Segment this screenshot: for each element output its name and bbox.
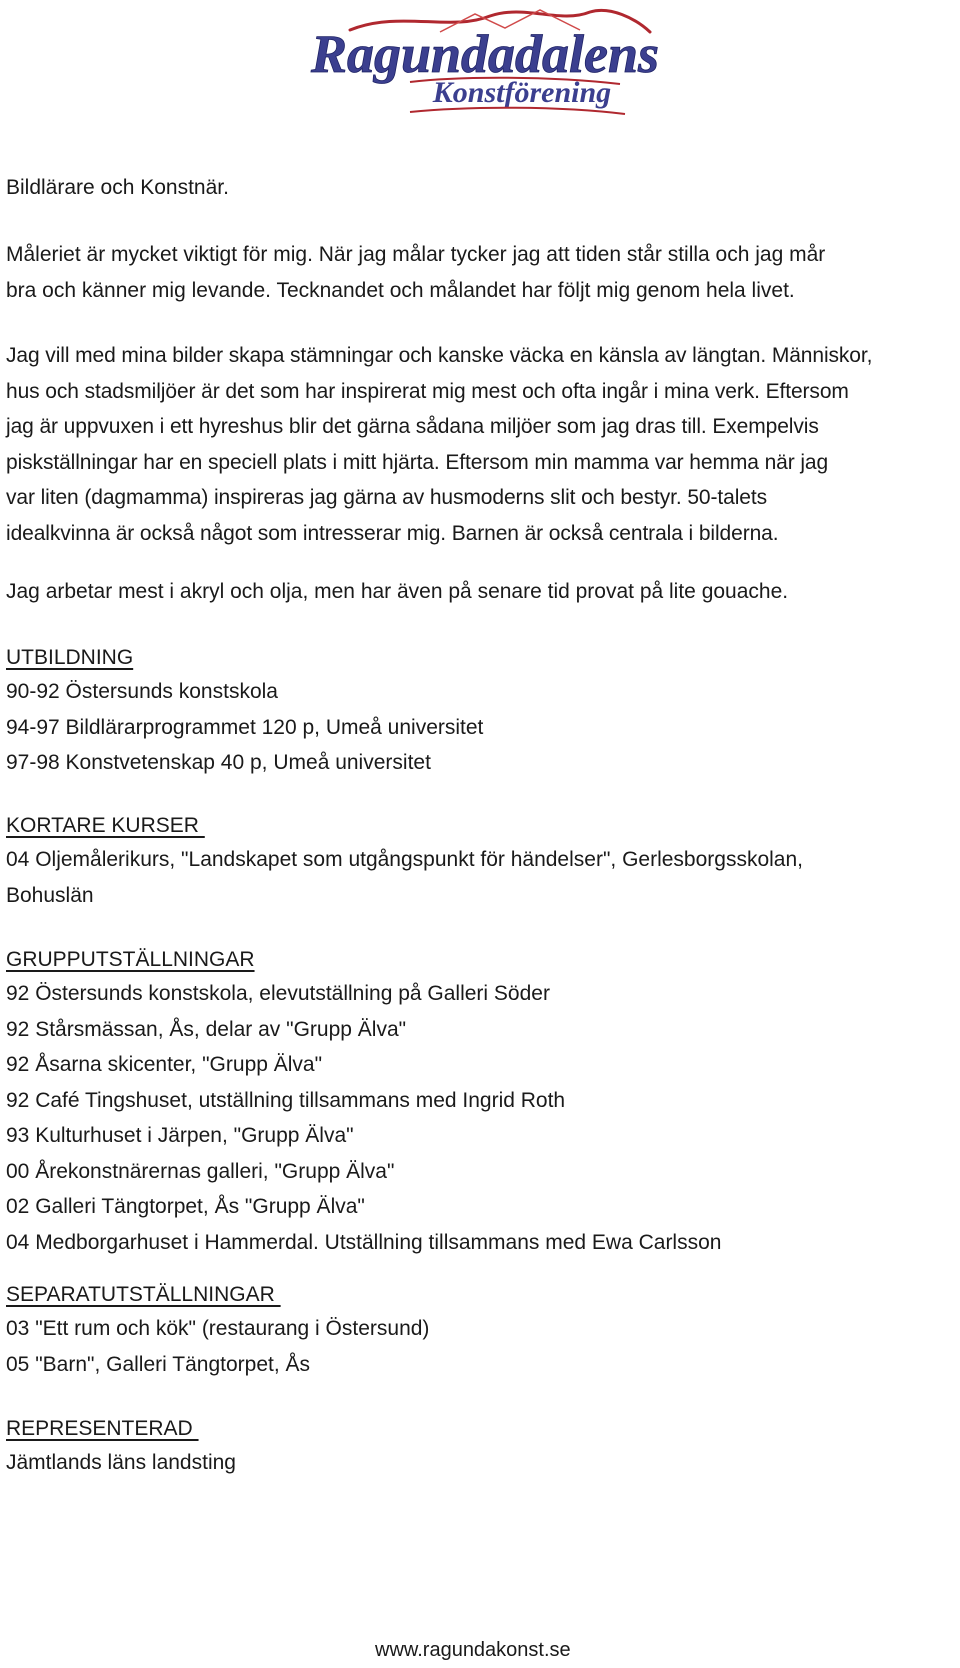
text-line: hus och stadsmiljöer är det som har inspirerat mig mest och ofta ingår i mina verk. Eftersom [6, 379, 849, 403]
list-item: 04 Oljemålerikurs, "Landskapet som utgångspunkt för händelser", Gerlesborgsskolan, [6, 848, 803, 871]
list-item: 00 Årekonstnärernas galleri, "Grupp Älva" [6, 1159, 395, 1183]
heading-grupputstallningar: GRUPPUTSTÄLLNINGAR [6, 948, 255, 971]
list-item: 93 Kulturhuset i Järpen, "Grupp Älva" [6, 1124, 354, 1147]
heading-utbildning: UTBILDNING [6, 646, 134, 669]
utbildning-list [6, 674, 483, 781]
kurser-list [6, 842, 803, 913]
list-item: 92 Stårsmässan, Ås, delar av "Grupp Älva" [6, 1017, 407, 1041]
text-line: Måleriet är mycket viktigt för mig. När jag målar tycker jag att tiden står stilla och jag mår [6, 243, 826, 266]
list-item: 92 Åsarna skicenter, "Grupp Älva" [6, 1053, 323, 1076]
list-item: 90-92 Östersunds konstskola [6, 680, 278, 703]
representerad-list [6, 1445, 236, 1481]
list-item: 94-97 Bildlärarprogrammet 120 p, Umeå universitet [6, 715, 484, 739]
separat-list [6, 1311, 429, 1382]
heading-representerad: REPRESENTERAD [6, 1417, 199, 1440]
text-line: bra och känner mig levande. Tecknandet och målandet har följt mig genom hela livet. [6, 278, 795, 302]
list-item: 92 Café Tingshuset, utställning tillsammans med Ingrid Roth [6, 1088, 566, 1112]
logo-name: Ragundadalens [310, 24, 660, 84]
list-item: 97-98 Konstvetenskap 40 p, Umeå universitet [6, 751, 431, 774]
list-item: 05 "Barn", Galleri Tängtorpet, Ås [6, 1352, 311, 1376]
list-item: 04 Medborgarhuset i Hammerdal. Utställning tillsammans med Ewa Carlsson [6, 1230, 722, 1254]
list-item: 02 Galleri Tängtorpet, Ås "Grupp Älva" [6, 1195, 365, 1218]
ragundadalens-logo [290, 2, 680, 127]
list-item: 92 Östersunds konstskola, elevutställning på Galleri Söder [6, 982, 550, 1005]
text-line: Jag vill med mina bilder skapa stämningar och kanske väcka en känsla av längtan. Människor, [6, 344, 873, 367]
intro-paragraph-3: Jag arbetar mest i akryl och olja, men har även på senare tid provat på lite gouache. [6, 580, 789, 603]
heading-kortare-kurser: KORTARE KURSER [6, 814, 205, 837]
list-item: Jämtlands läns landsting [6, 1451, 236, 1474]
heading-separatutstallningar: SEPARATUTSTÄLLNINGAR [6, 1283, 281, 1306]
text-line: idealkvinna är också något som intresserar mig. Barnen är också centrala i bilderna. [6, 521, 779, 545]
logo-subtitle: Konstförening [432, 76, 612, 109]
text-line: var liten (dagmamma) inspireras jag gärna av husmoderns slit och bestyr. 50-talets [6, 486, 767, 509]
intro-paragraph-2 [6, 338, 942, 551]
list-item: 03 "Ett rum och kök" (restaurang i Östersund) [6, 1317, 430, 1340]
role-line: Bildlärare och Konstnär. [6, 176, 229, 199]
text-line: jag är uppvuxen i ett hyreshus blir det gärna sådana miljöer som jag dras till. Exempelvis [6, 415, 819, 438]
footer-website-link[interactable]: www.ragundakonst.se [375, 1639, 571, 1661]
grupp-list [6, 976, 721, 1260]
intro-paragraph-1 [6, 237, 942, 308]
list-item: Bohuslän [6, 883, 94, 907]
text-line: piskställningar har en speciell plats i mitt hjärta. Eftersom min mamma var hemma när jag [6, 450, 829, 474]
